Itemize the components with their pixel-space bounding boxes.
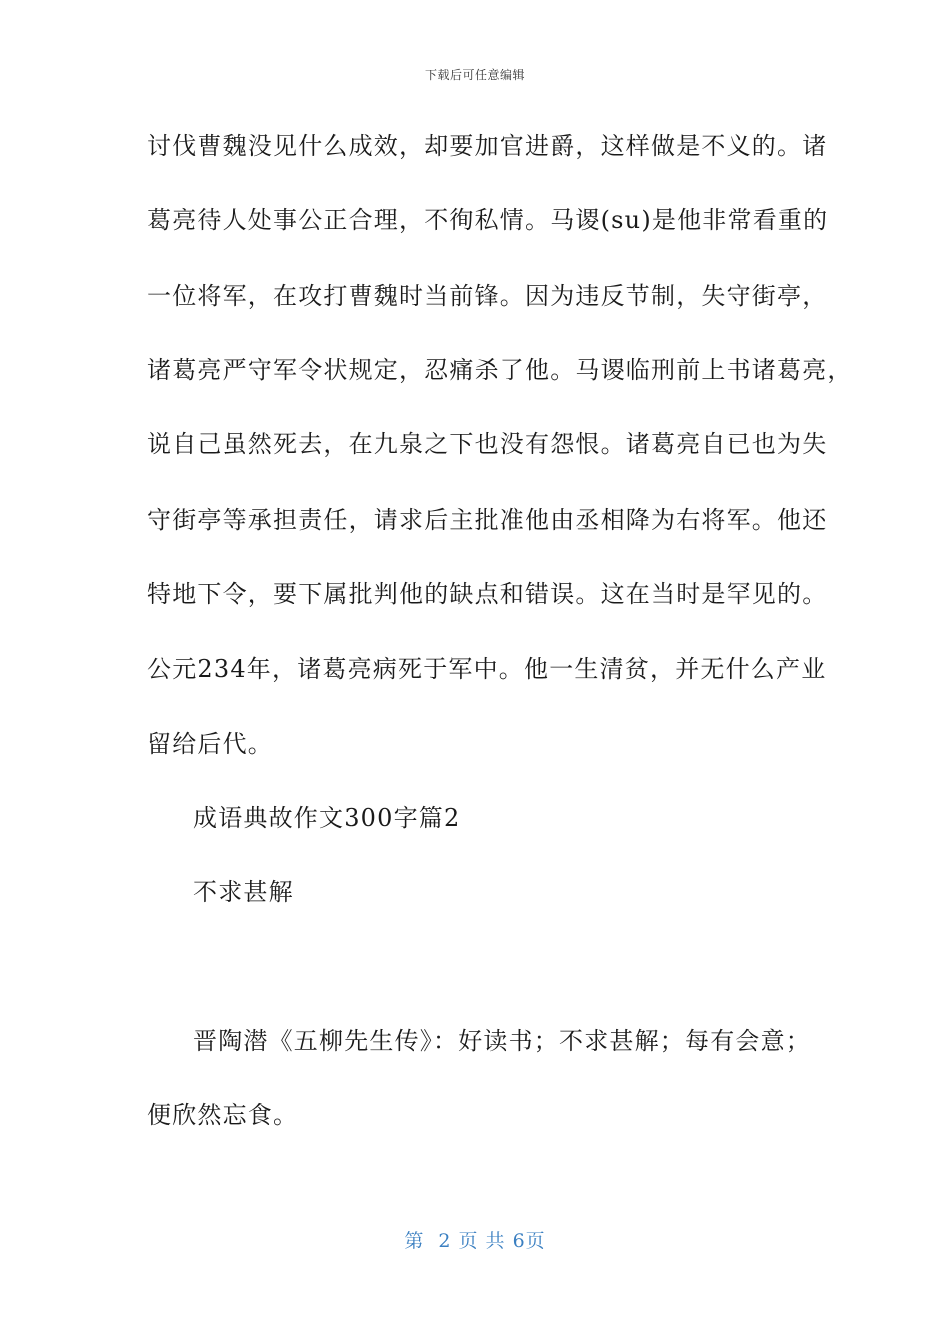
idiom-title: 不求甚解: [193, 878, 294, 906]
paragraph-line: 讨伐曹魏没见什么成效，却要加官进爵，这样做是不义的。诸: [147, 132, 828, 160]
paragraph-line: 留给后代。: [147, 730, 273, 758]
paragraph-line: 说自己虽然死去，在九泉之下也没有怨恨。诸葛亮自已也为失: [147, 430, 828, 458]
section-heading: 成语典故作文300字篇2: [193, 804, 461, 832]
page-header: 下载后可任意编辑: [424, 68, 525, 82]
paragraph-line: 公元234年，诸葛亮病死于军中。他一生清贫，并无什么产业: [147, 655, 827, 683]
paragraph-line: 诸葛亮严守军令状规定，忍痛杀了他。马谡临刑前上书诸葛亮，: [147, 356, 853, 384]
quote-line: 晋陶潜《五柳先生传》：好读书；不求甚解；每有会意；: [193, 1027, 811, 1055]
page-number-footer: 第 2 页 共 6页: [404, 1230, 546, 1252]
quote-line: 便欣然忘食。: [147, 1101, 299, 1129]
paragraph-line: 守街亭等承担责任，请求后主批准他由丞相降为右将军。他还: [147, 506, 828, 534]
paragraph-line: 葛亮待人处事公正合理，不徇私情。马谡(su)是他非常看重的: [147, 206, 829, 234]
paragraph-line: 特地下令，要下属批判他的缺点和错误。这在当时是罕见的。: [147, 580, 828, 608]
paragraph-line: 一位将军，在攻打曹魏时当前锋。因为违反节制，失守街亭，: [147, 282, 828, 310]
